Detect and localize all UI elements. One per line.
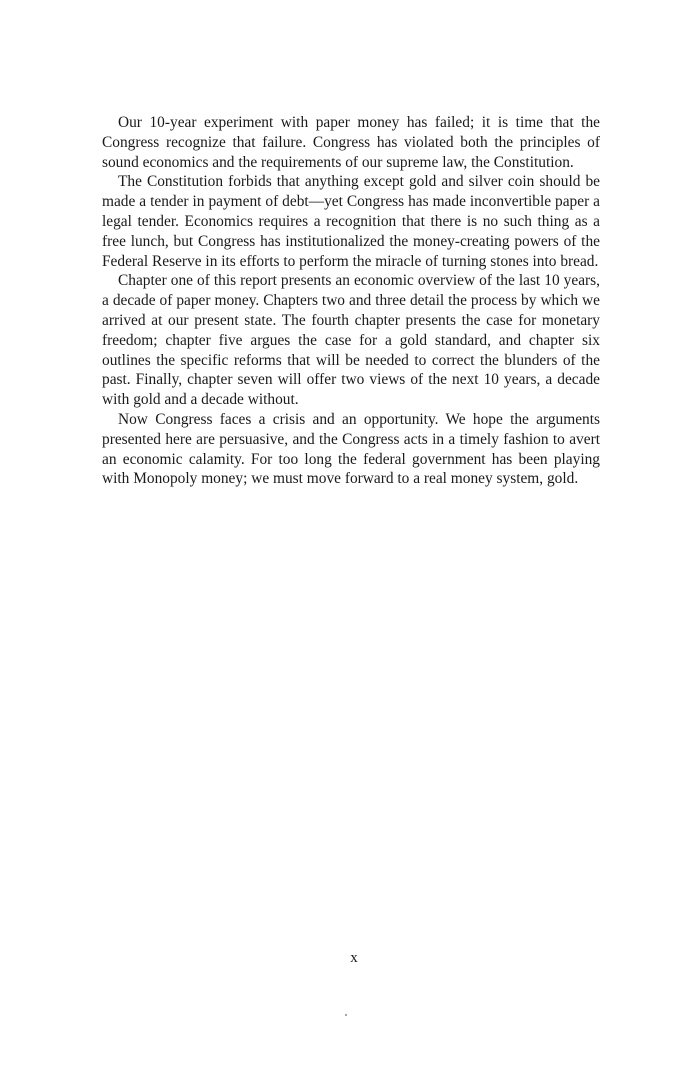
scan-speck [345, 1014, 347, 1016]
paragraph-3: Chapter one of this report presents an economic overview of the last 10 years, a decade of paper money. Chapters two and three detail the process by which we arrived at our present state. The fourth chapter presents the case for monetary freedom; chapter five argues the case for a gold standard, and chapter six outlines the specific reforms that will be needed to correct the blunders of the past. Finally, chapter seven will offer two views of the next 10 years, a decade with gold and a decade without. [102, 272, 600, 409]
paragraph-4: Now Congress faces a crisis and an opportunity. We hope the arguments presented here are persuasive, and the Congress acts in a timely fashion to avert an economic calamity. For too long the federal government has been playing with Monopoly money; we must move forward to a real money system, gold. [102, 410, 600, 488]
page-number: x [350, 950, 358, 966]
paragraph-2: The Constitution forbids that anything except gold and silver coin should be made a tender in payment of debt—yet Congress has made inconvertible paper a legal tender. Economics requires a recognition that there is no such thing as a free lunch, but Congress has institutionalized the money-creating powers of the Federal Reserve in its efforts to perform the miracle of turning stones into bread. [102, 173, 600, 270]
body-text [102, 113, 600, 489]
paragraph-1: Our 10-year experiment with paper money has failed; it is time that the Congress recognize that failure. Congress has violated both the principles of sound economics and the requirements of our supreme law, the Constitution. [102, 114, 600, 171]
